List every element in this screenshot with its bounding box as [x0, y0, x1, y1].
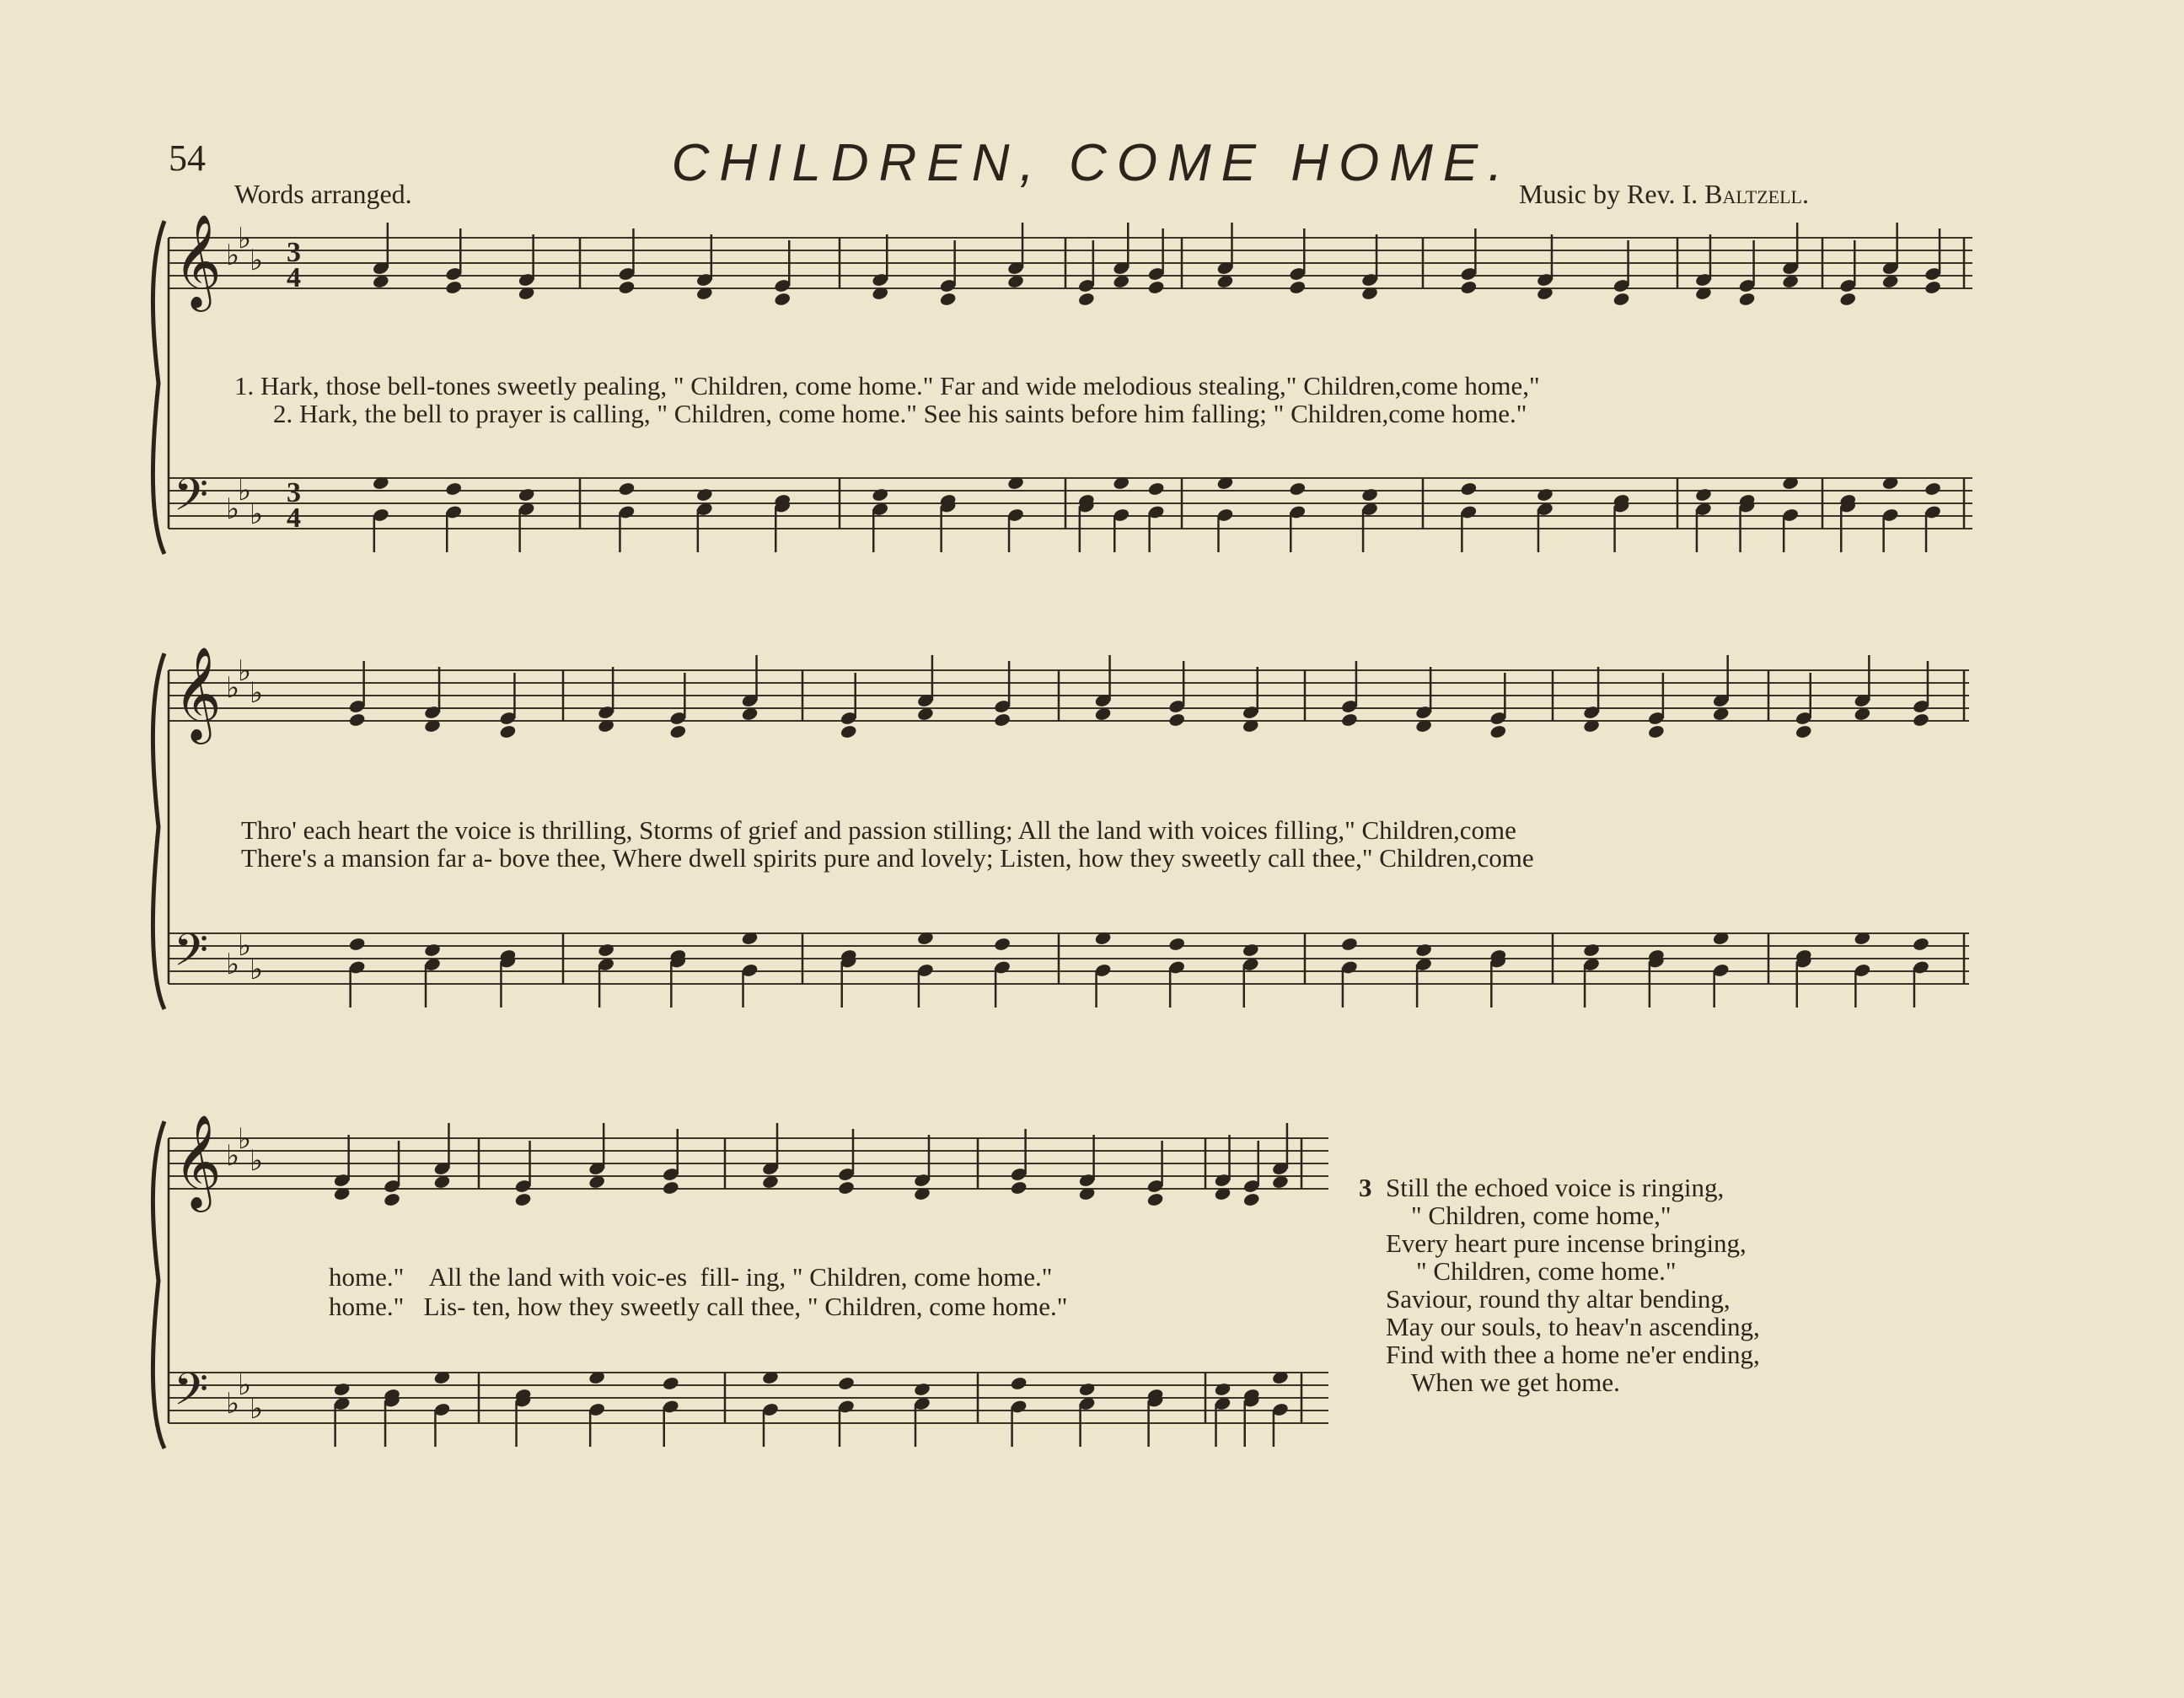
note-head	[695, 487, 713, 502]
flat-icon: ♭	[238, 929, 252, 963]
note-head	[1010, 1180, 1028, 1196]
note-head	[1924, 481, 1941, 497]
note-head	[1694, 487, 1712, 502]
note-head	[993, 937, 1011, 952]
verse-3-line-6: May our souls, to heav'n ascending,	[1386, 1312, 1760, 1341]
flat-icon: ♭	[238, 1368, 252, 1402]
system-2-brace	[153, 653, 164, 1009]
note-head	[348, 712, 366, 728]
flat-icon: ♭	[250, 953, 264, 986]
verse-3-line-8: When we get home.	[1411, 1368, 1620, 1397]
bass-clef-icon: 𝄢	[174, 1364, 209, 1427]
time-signature-top: 3	[287, 477, 301, 508]
note-head	[993, 712, 1011, 728]
flat-icon: ♭	[226, 671, 240, 705]
note-head	[518, 487, 535, 502]
note-head	[597, 943, 614, 958]
note-head	[1795, 724, 1812, 739]
lyric-system2-verse1: Thro' each heart the voice is thrilling, Storms of grief and passion stilling; All the land with voices filling," Children,come	[241, 815, 1516, 845]
flat-icon: ♭	[226, 948, 240, 981]
note-head	[1536, 487, 1553, 502]
page-number: 54	[169, 137, 206, 179]
flat-icon: ♭	[250, 676, 264, 710]
note-head	[939, 292, 957, 307]
bass-clef-icon: 𝄢	[174, 925, 209, 987]
verse-3-line-2: " Children, come home,"	[1411, 1201, 1672, 1230]
note-head	[1489, 724, 1507, 739]
note-head	[445, 481, 463, 497]
note-head	[840, 724, 857, 739]
note-head	[1242, 943, 1259, 958]
note-head	[1647, 724, 1665, 739]
note-head	[1912, 937, 1929, 952]
note-head	[445, 280, 463, 295]
flat-icon: ♭	[250, 1392, 264, 1426]
verse-3-line-5: Saviour, round thy altar bending,	[1386, 1284, 1731, 1314]
lyric-system3-verse2: home." Lis- ten, how they sweetly call thee, " Children, come home."	[329, 1292, 1068, 1321]
flat-icon: ♭	[250, 244, 264, 277]
lyric-system3-verse1: home." All the land with voic-es fill- ing, " Children, come home."	[329, 1262, 1053, 1292]
note-head	[514, 1192, 532, 1207]
note-head	[1147, 280, 1165, 295]
lyric-system1-verse2: 2. Hark, the bell to prayer is calling, " Children, come home." See his saints before him falling; " Children,come home."	[273, 399, 1527, 428]
note-head	[423, 943, 441, 958]
flat-icon: ♭	[238, 222, 252, 255]
flat-icon: ♭	[226, 1387, 240, 1421]
verse-3-line-1: Still the echoed voice is ringing,	[1386, 1173, 1725, 1202]
note-head	[1340, 712, 1358, 728]
note-head	[1242, 1192, 1260, 1207]
system-3-brace	[153, 1121, 164, 1448]
note-head	[1340, 937, 1358, 952]
note-head	[1214, 1382, 1232, 1397]
lyric-system1-verse1: 1. Hark, those bell-tones sweetly pealing, " Children, come home." Far and wide melodious stealing," Children,come home,"	[234, 371, 1540, 400]
treble-clef-icon: 𝄞	[174, 213, 222, 308]
note-head	[348, 937, 366, 952]
note-head	[1147, 481, 1165, 497]
note-head	[499, 724, 517, 739]
note-head	[383, 1192, 400, 1207]
note-head	[1289, 280, 1307, 295]
note-head	[913, 1382, 931, 1397]
flat-icon: ♭	[238, 1122, 252, 1156]
note-head	[1582, 943, 1600, 958]
words-credit: Words arranged.	[234, 179, 412, 209]
note-head	[1010, 1376, 1028, 1391]
note-head	[872, 487, 889, 502]
time-signature-bottom: 4	[287, 262, 301, 293]
note-head	[662, 1180, 679, 1196]
verse-3-line-4: " Children, come home."	[1416, 1256, 1677, 1286]
system-1-brace	[153, 221, 164, 554]
note-head	[1839, 292, 1857, 307]
note-head	[1414, 943, 1432, 958]
bass-clef-icon: 𝄢	[174, 470, 209, 532]
note-head	[618, 481, 636, 497]
flat-icon: ♭	[238, 474, 252, 508]
flat-icon: ♭	[238, 654, 252, 688]
flat-icon: ♭	[250, 1144, 264, 1178]
system-braces	[153, 221, 164, 1448]
verse-3-line-7: Find with thee a home ne'er ending,	[1386, 1340, 1760, 1369]
note-head	[1912, 712, 1929, 728]
time-signature-top: 3	[287, 237, 301, 268]
note-head	[1289, 481, 1307, 497]
flat-icon: ♭	[250, 497, 264, 531]
note-head	[1078, 1382, 1096, 1397]
note-head	[669, 724, 687, 739]
note-head	[333, 1382, 351, 1397]
flat-icon: ♭	[226, 492, 240, 526]
music-credit-prefix: Music by Rev. I.	[1519, 179, 1705, 209]
time-signature-bottom: 4	[287, 502, 301, 534]
note-head	[837, 1180, 855, 1196]
note-head	[1460, 481, 1478, 497]
verse-3-line-3: Every heart pure incense bringing,	[1386, 1228, 1747, 1258]
flat-icon: ♭	[226, 1139, 240, 1173]
note-head	[1924, 280, 1941, 295]
note-head	[774, 292, 791, 307]
note-head	[1460, 280, 1478, 295]
note-head	[662, 1376, 679, 1391]
flat-icon: ♭	[226, 239, 240, 272]
note-head	[1077, 292, 1095, 307]
composer-name: Baltzell.	[1704, 179, 1809, 209]
note-head	[1360, 487, 1378, 502]
note-head	[618, 280, 636, 295]
treble-clef-icon: 𝄞	[174, 1114, 222, 1208]
lyric-system2-verse2: There's a mansion far a- bove thee, Where dwell spirits pure and lovely; Listen, how they sweetly call thee," Children,come	[241, 843, 1534, 873]
note-head	[1146, 1192, 1164, 1207]
note-head	[1613, 292, 1630, 307]
verse-3	[1359, 1174, 1760, 1396]
note-head	[1167, 712, 1185, 728]
note-head	[1738, 292, 1756, 307]
verse-3-number: 3	[1359, 1173, 1372, 1202]
note-head	[1167, 937, 1185, 952]
treble-clef-icon: 𝄞	[174, 646, 222, 740]
note-head	[837, 1376, 855, 1391]
hymn-title: CHILDREN, COME HOME.	[671, 134, 1513, 192]
